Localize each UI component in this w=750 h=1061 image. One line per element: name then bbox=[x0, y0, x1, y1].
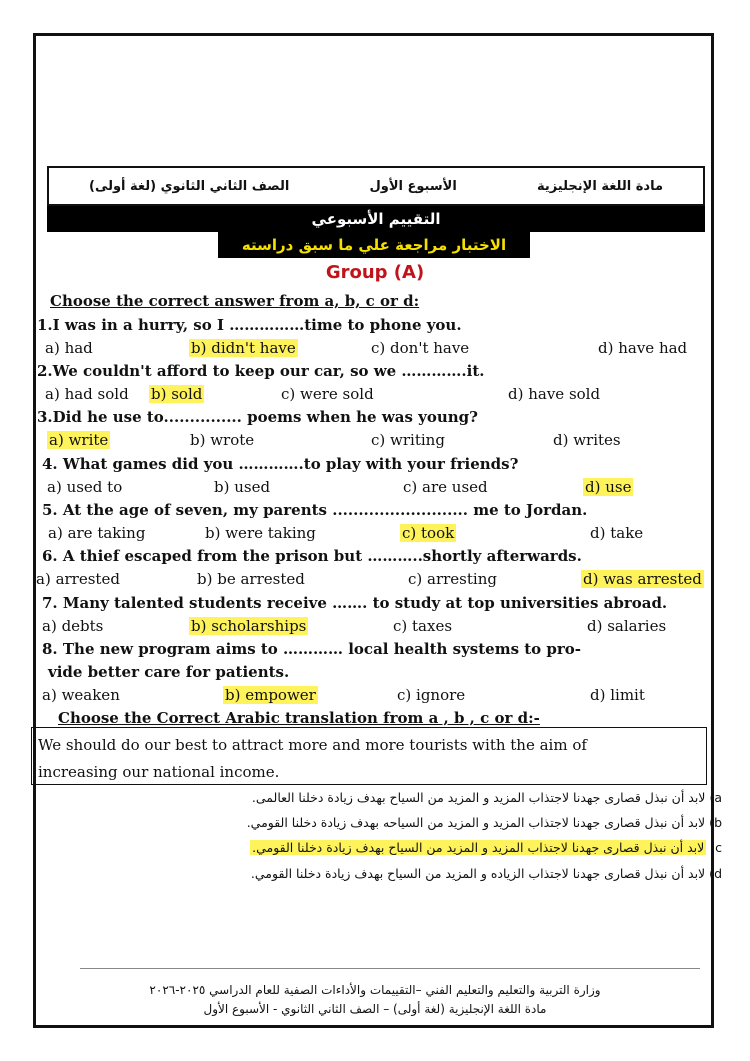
arabic-option-d[interactable] bbox=[251, 866, 722, 881]
header-box bbox=[47, 166, 705, 206]
section1-instruction: Choose the correct answer from a, b, c or d: bbox=[50, 292, 420, 310]
question-1: 1.I was in a hurry, so I ……………time to phone you. bbox=[37, 316, 462, 334]
q6-option-d[interactable]: d) was arrested bbox=[583, 570, 702, 588]
q4-option-c[interactable]: c) are used bbox=[403, 478, 488, 496]
group-title: Group (A) bbox=[325, 262, 425, 283]
q4-option-a[interactable]: a) used to bbox=[47, 478, 123, 496]
q5-option-d[interactable]: d) take bbox=[590, 524, 644, 542]
question-6: 6. A thief escaped from the prison but ………..shortly afterwards. bbox=[42, 547, 582, 565]
footer-line-2: مادة اللغة الإنجليزية (لغة أولى) – الصف الثاني الثانوي - الأسبوع الأول bbox=[203, 1002, 547, 1016]
question-5: 5. At the age of seven, my parents .......................... me to Jordan. bbox=[42, 501, 588, 519]
q6-option-a[interactable]: a) arrested bbox=[36, 570, 120, 588]
arabic-option-b[interactable] bbox=[247, 815, 722, 830]
arabic-option-b-text: لابد أن نبذل قصارى جهدنا لاجتذاب المزيد و المزيد من السياحه بهدف زيادة دخلنا القومي. bbox=[246, 815, 706, 830]
arabic-option-d-text: لابد أن نبذل قصارى جهدنا لاجتذاب الزياده و المزيد من السياح بهدف زيادة دخلنا القومي. bbox=[250, 866, 706, 881]
subject-label: مادة اللغة الإنجليزية bbox=[536, 178, 663, 194]
q1-option-c[interactable]: c) don't have bbox=[371, 339, 470, 357]
q8-option-d[interactable]: d) limit bbox=[590, 686, 645, 704]
arabic-option-c-text: لابد أن نبذل قصارى جهدنا لاجتذاب المزيد و المزيد من السياح بهدف زيادة دخلنا القومي. bbox=[252, 840, 705, 855]
q4-option-d[interactable]: d) use bbox=[585, 478, 632, 496]
q7-option-c[interactable]: c) taxes bbox=[393, 617, 453, 635]
arabic-option-a-text: لابد أن نبذل قصارى جهدنا لاجتذاب المزيد و المزيد من السياح بهدف زيادة دخلنا العالمى. bbox=[251, 790, 706, 805]
section2-instruction: Choose the Correct Arabic translation from a , b , c or d:- bbox=[58, 709, 540, 727]
question-2: 2.We couldn't afford to keep our car, so we ………….it. bbox=[37, 362, 485, 380]
q7-option-d[interactable]: d) salaries bbox=[587, 617, 667, 635]
q2-option-b[interactable]: b) sold bbox=[151, 385, 203, 403]
translation-line-1: We should do our best to attract more and more tourists with the aim of bbox=[38, 736, 587, 754]
question-8-line2: vide better care for patients. bbox=[48, 663, 290, 681]
subtitle-banner bbox=[218, 232, 530, 258]
arabic-option-c-letter: c) bbox=[710, 840, 722, 855]
q4-option-b[interactable]: b) used bbox=[214, 478, 271, 496]
q3-option-c[interactable]: c) writing bbox=[371, 431, 445, 449]
q1-option-a[interactable]: a) had bbox=[45, 339, 93, 357]
q2-option-c[interactable]: c) were sold bbox=[281, 385, 374, 403]
arabic-option-a[interactable] bbox=[252, 790, 722, 805]
q5-option-c[interactable]: c) took bbox=[402, 524, 455, 542]
q5-option-b[interactable]: b) were taking bbox=[205, 524, 316, 542]
q3-option-d[interactable]: d) writes bbox=[553, 431, 621, 449]
arabic-option-d-letter: d) bbox=[709, 866, 722, 881]
translation-sentence-box bbox=[31, 727, 707, 785]
question-4: 4. What games did you ………….to play with your friends? bbox=[42, 455, 519, 473]
q8-option-b[interactable]: b) empower bbox=[225, 686, 316, 704]
title-banner: التقييم الأسبوعي bbox=[47, 206, 705, 232]
q1-option-d[interactable]: d) have had bbox=[598, 339, 688, 357]
footer-divider bbox=[80, 968, 700, 969]
q5-option-a[interactable]: a) are taking bbox=[48, 524, 146, 542]
q2-option-a[interactable]: a) had sold bbox=[45, 385, 129, 403]
q7-option-a[interactable]: a) debts bbox=[42, 617, 104, 635]
question-7: 7. Many talented students receive ……. to study at top universities abroad. bbox=[42, 594, 668, 612]
subtitle-text: الاختبار مراجعة علي ما سبق دراسته bbox=[241, 236, 507, 254]
q8-option-a[interactable]: a) weaken bbox=[42, 686, 120, 704]
grade-label: الصف الثاني الثانوي (لغة أولى) bbox=[89, 178, 290, 194]
q6-option-b[interactable]: b) be arrested bbox=[197, 570, 305, 588]
footer-line-1: وزارة التربية والتعليم والتعليم الفني –التقييمات والأداءات الصفية للعام الدراسي ٢٠٢٥-٢٠٢٦ bbox=[149, 983, 601, 997]
question-8-line1: 8. The new program aims to ………… local health systems to pro- bbox=[42, 640, 582, 658]
q3-option-a[interactable]: a) write bbox=[49, 431, 109, 449]
arabic-option-a-letter: a) bbox=[709, 790, 722, 805]
arabic-option-c[interactable] bbox=[250, 840, 722, 855]
week-label: الأسبوع الأول bbox=[369, 178, 457, 194]
q7-option-b[interactable]: b) scholarships bbox=[191, 617, 307, 635]
translation-line-2: increasing our national income. bbox=[38, 763, 280, 781]
q2-option-d[interactable]: d) have sold bbox=[508, 385, 601, 403]
q6-option-c[interactable]: c) arresting bbox=[408, 570, 497, 588]
q3-option-b[interactable]: b) wrote bbox=[190, 431, 255, 449]
q1-option-b[interactable]: b) didn't have bbox=[191, 339, 296, 357]
question-3: 3.Did he use to............... poems when he was young? bbox=[37, 408, 478, 426]
arabic-option-b-letter: b) bbox=[709, 815, 722, 830]
q8-option-c[interactable]: c) ignore bbox=[397, 686, 466, 704]
